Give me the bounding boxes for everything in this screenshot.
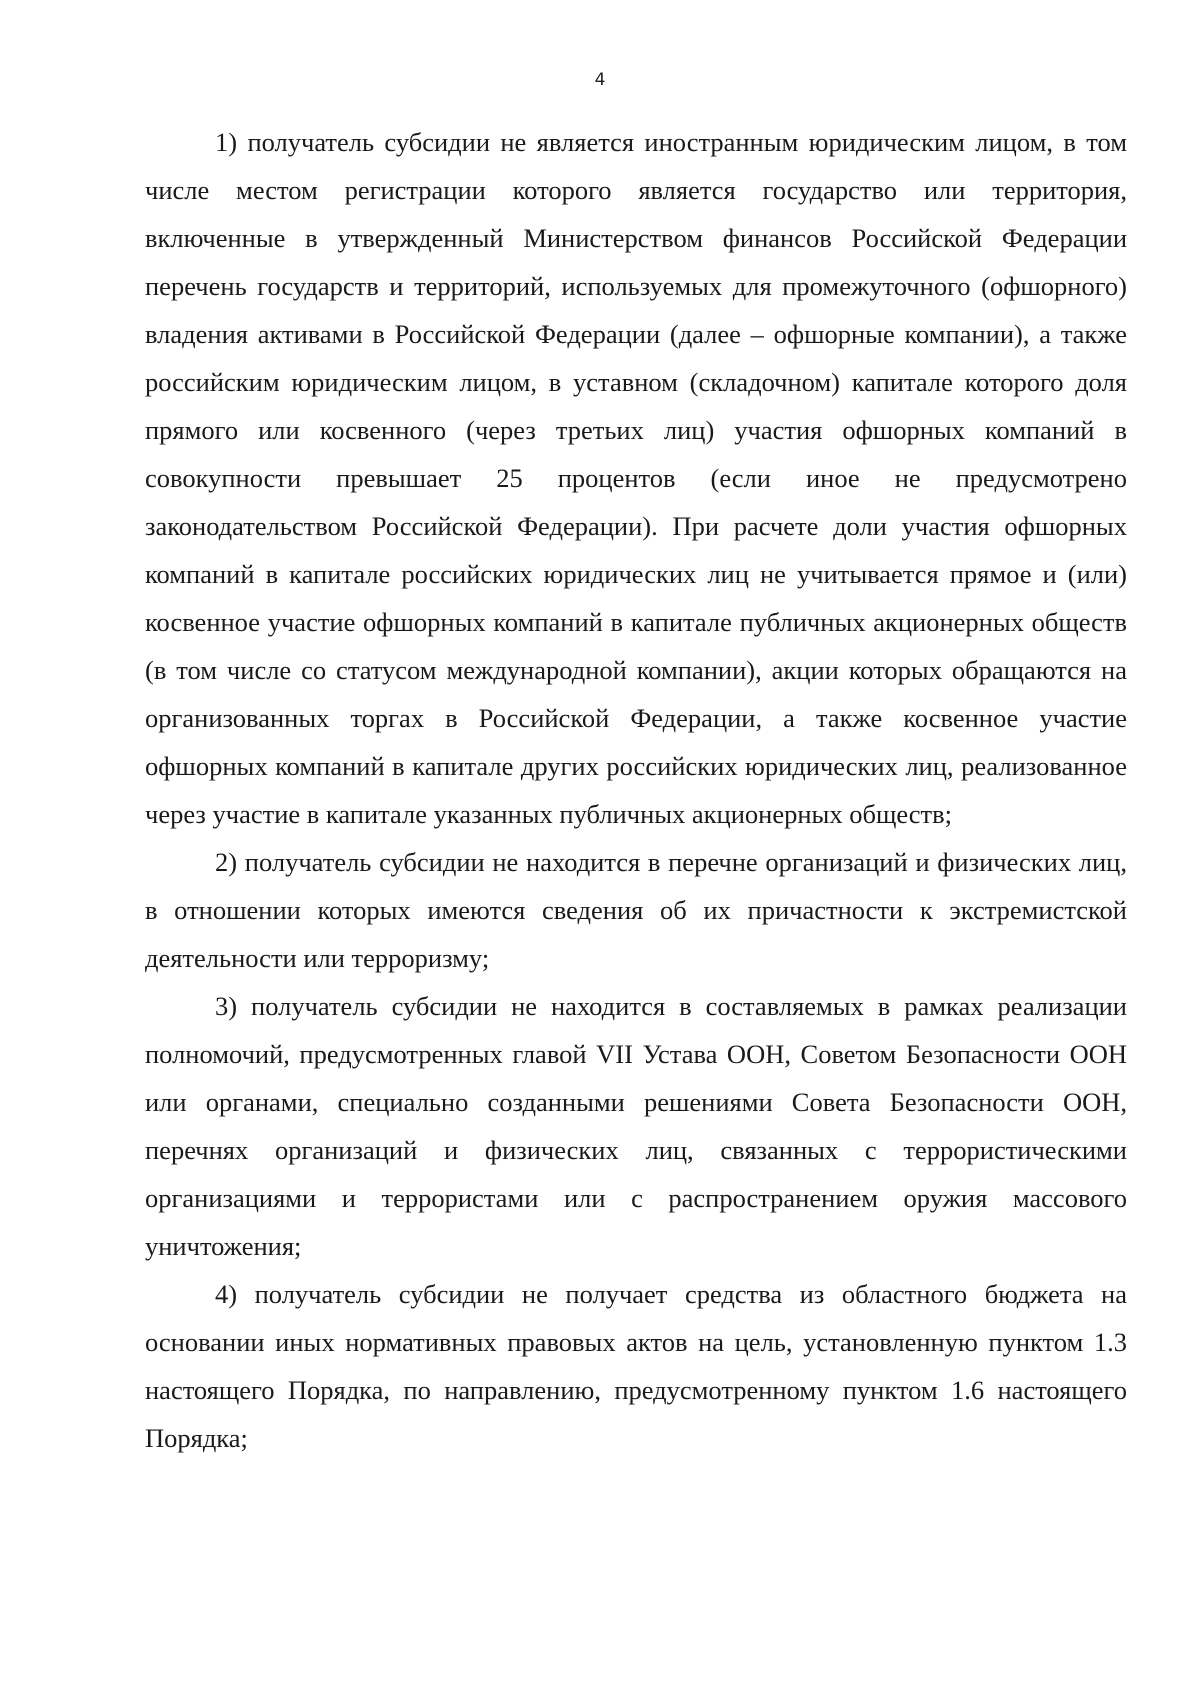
document-body bbox=[145, 118, 1127, 1462]
paragraph-item-3: 3) получатель субсидии не находится в составляемых в рамках реализации полномочий, предусмотренных главой VII Устава ООН, Советом Безопасности ООН или органами, специально созданными решениями Совета Безопасности ООН, перечнях организаций и физических лиц, связанных с террористическими организациями и террористами или с распространением оружия массового уничтожения; bbox=[145, 991, 1127, 1261]
paragraph-item-2: 2) получатель субсидии не находится в перечне организаций и физических лиц, в отношении которых имеются сведения об их причастности к экстремистской деятельности или терроризму; bbox=[145, 847, 1127, 973]
paragraph-item-1: 1) получатель субсидии не является иностранным юридическим лицом, в том числе местом регистрации которого является государство или территория, включенные в утвержденный Министерством финансов Российской Федерации перечень государств и территорий, используемых для промежуточного (офшорного) владения активами в Российской Федерации (далее – офшорные компании), а также российским юридическим лицом, в уставном (складочном) капитале которого доля прямого или косвенного (через третьих лиц) участия офшорных компаний в совокупности превышает 25 процентов (если иное не предусмотрено законодательством Российской Федерации). При расчете доли участия офшорных компаний в капитале российских юридических лиц не учитывается прямое и (или) косвенное участие офшорных компаний в капитале публичных акционерных обществ (в том числе со статусом международной компании), акции которых обращаются на организованных торгах в Российской Федерации, а также косвенное участие офшорных компаний в капитале других российских юридических лиц, реализованное через участие в капитале указанных публичных акционерных обществ; bbox=[145, 127, 1127, 829]
page-number: 4 bbox=[594, 70, 606, 90]
paragraph-item-4: 4) получатель субсидии не получает средства из областного бюджета на основании иных нормативных правовых актов на цель, установленную пунктом 1.3 настоящего Порядка, по направлению, предусмотренному пунктом 1.6 настоящего Порядка; bbox=[145, 1279, 1127, 1453]
